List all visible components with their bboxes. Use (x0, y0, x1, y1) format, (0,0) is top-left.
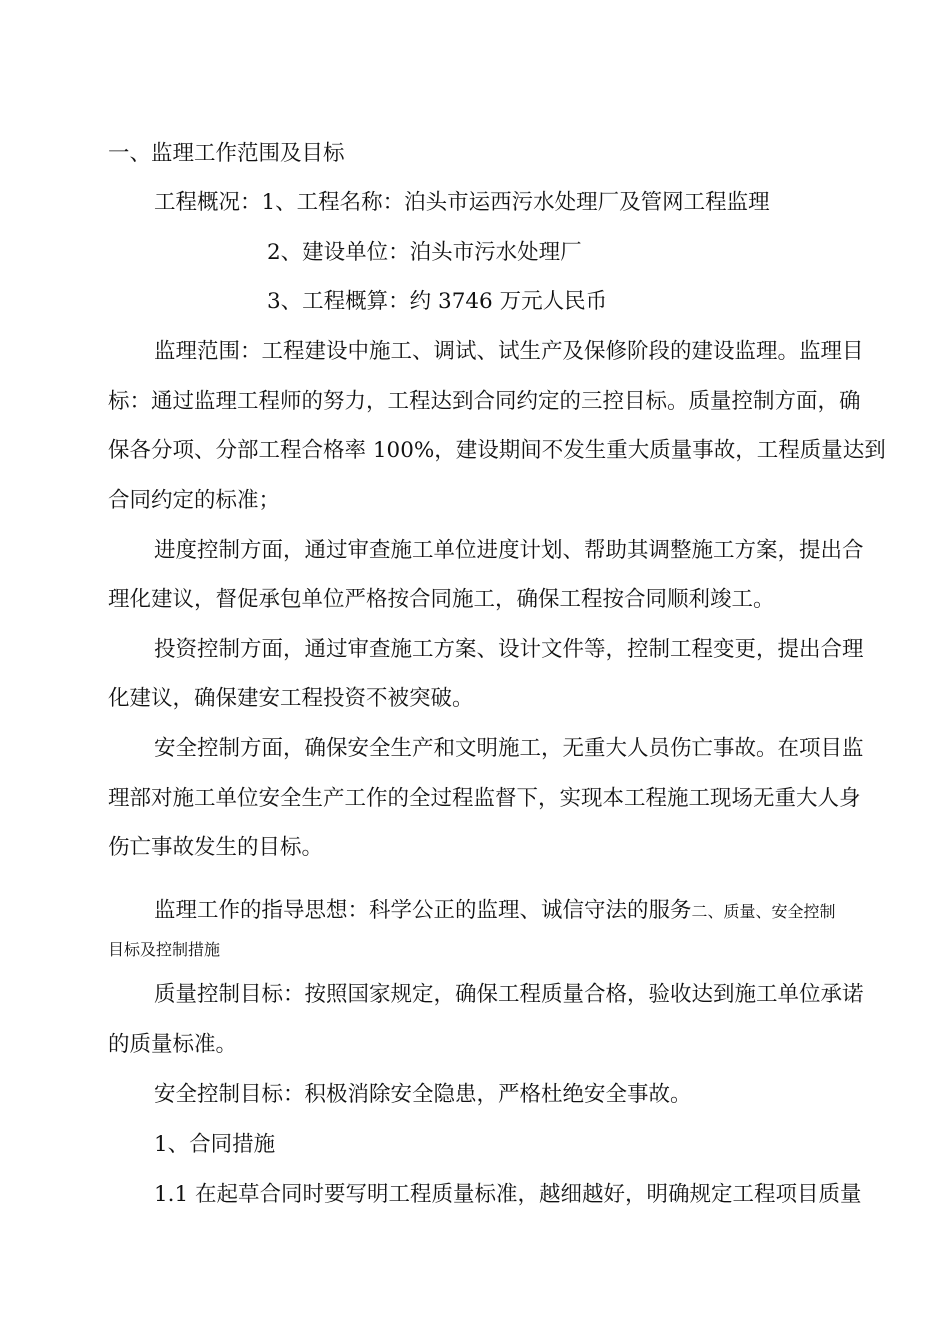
safety-line: 安全控制方面，确保安全生产和文明施工，无重大人员伤亡事故。在项目监 (154, 736, 864, 761)
investment-line: 化建议，确保建安工程投资不被突破。 (108, 686, 474, 711)
overview-line-3: 3、工程概算：约 3746 万元人民币 (267, 289, 608, 314)
guiding-principle-line (154, 896, 836, 927)
scope-line: 合同约定的标准； (108, 488, 281, 513)
quality-goal-line: 质量控制目标：按照国家规定，确保工程质量合格，验收达到施工单位承诺 (154, 982, 864, 1007)
safety-line: 伤亡事故发生的目标。 (108, 835, 324, 860)
overview-line-1: 工程概况：1、工程名称：泊头市运西污水处理厂及管网工程监理 (154, 190, 770, 215)
contract-measures-heading: 1、合同措施 (154, 1132, 276, 1157)
progress-line: 理化建议，督促承包单位严格按合同施工，确保工程按合同顺利竣工。 (108, 587, 775, 612)
section-heading-1: 一、监理工作范围及目标 (108, 141, 345, 166)
scope-line: 监理范围：工程建设中施工、调试、试生产及保修阶段的建设监理。监理目 (154, 339, 864, 364)
overview-line-2: 2、建设单位：泊头市污水处理厂 (267, 240, 582, 265)
scope-line: 保各分项、分部工程合格率 100%，建设期间不发生重大质量事故，工程质量达到 (108, 438, 886, 463)
section-heading-2-part2: 目标及控制措施 (108, 940, 221, 959)
quality-goal-line: 的质量标准。 (108, 1032, 238, 1057)
section-heading-2-part1: 二、质量、安全控制 (691, 902, 836, 921)
scope-line: 标：通过监理工程师的努力，工程达到合同约定的三控目标。质量控制方面，确 (108, 389, 861, 414)
safety-line: 理部对施工单位安全生产工作的全过程监督下，实现本工程施工现场无重大人身 (108, 786, 861, 811)
contract-measure-1-1: 1.1 在起草合同时要写明工程质量标准，越细越好，明确规定工程项目质量 (154, 1182, 862, 1207)
progress-line: 进度控制方面，通过审查施工单位进度计划、帮助其调整施工方案，提出合 (154, 538, 864, 563)
guiding-principle-text: 监理工作的指导思想：科学公正的监理、诚信守法的服务 (154, 898, 692, 923)
investment-line: 投资控制方面，通过审查施工方案、设计文件等，控制工程变更，提出合理 (154, 637, 864, 662)
safety-goal-line: 安全控制目标：积极消除安全隐患，严格杜绝安全事故。 (154, 1082, 692, 1107)
